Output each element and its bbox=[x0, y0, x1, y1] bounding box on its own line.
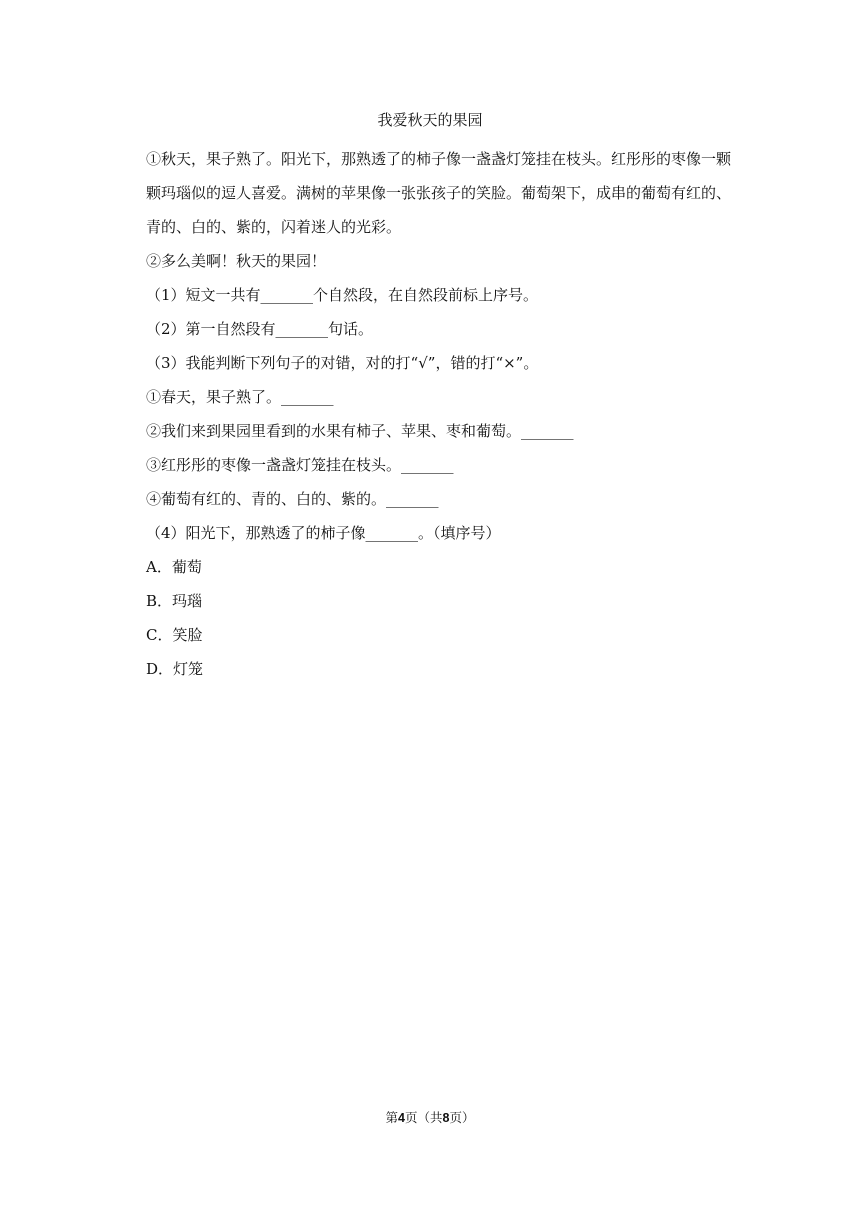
judgment-item-1: ①春天，果子熟了。_______ bbox=[146, 388, 334, 406]
option-d: D．灯笼 bbox=[146, 660, 204, 678]
passage-paragraph-2: ②多么美啊！秋天的果园！ bbox=[146, 252, 327, 270]
option-a: A．葡萄 bbox=[146, 558, 202, 576]
footer-middle: 页（共 bbox=[404, 1110, 443, 1125]
footer-total-pages: 8 bbox=[442, 1111, 450, 1125]
footer-prefix: 第 bbox=[385, 1110, 399, 1125]
passage-paragraph-1: ①秋天，果子熟了。阳光下，那熟透了的柿子像一盏盏灯笼挂在枝头。红彤彤的枣像一颗颗玛瑙似的逗人喜爱。满树的苹果像一张张孩子的笑脸。葡萄架下，成串的葡萄有红的、青的、白的、紫的，闪着迷人的光彩。 bbox=[146, 150, 732, 236]
page-footer bbox=[0, 1108, 860, 1128]
question-2: （2）第一自然段有_______句话。 bbox=[146, 320, 374, 338]
judgment-item-3: ③红彤彤的枣像一盏盏灯笼挂在枝头。_______ bbox=[146, 456, 454, 474]
question-4: （4）阳光下，那熟透了的柿子像_______。（填序号） bbox=[146, 524, 501, 542]
judgment-item-4: ④葡萄有红的、青的、白的、紫的。_______ bbox=[146, 490, 439, 508]
footer-page-number: 4 bbox=[398, 1111, 405, 1125]
option-b: B．玛瑙 bbox=[146, 592, 203, 610]
worksheet-content bbox=[146, 142, 736, 686]
option-c: C．笑脸 bbox=[146, 626, 203, 644]
passage-title: 我爱秋天的果园 bbox=[377, 111, 483, 129]
judgment-item-2: ②我们来到果园里看到的水果有柿子、苹果、枣和葡萄。_______ bbox=[146, 422, 574, 440]
question-1: （1）短文一共有_______个自然段，在自然段前标上序号。 bbox=[146, 286, 539, 304]
footer-suffix: 页） bbox=[449, 1110, 475, 1125]
question-3: （3）我能判断下列句子的对错，对的打“√”，错的打“×”。 bbox=[146, 354, 539, 372]
